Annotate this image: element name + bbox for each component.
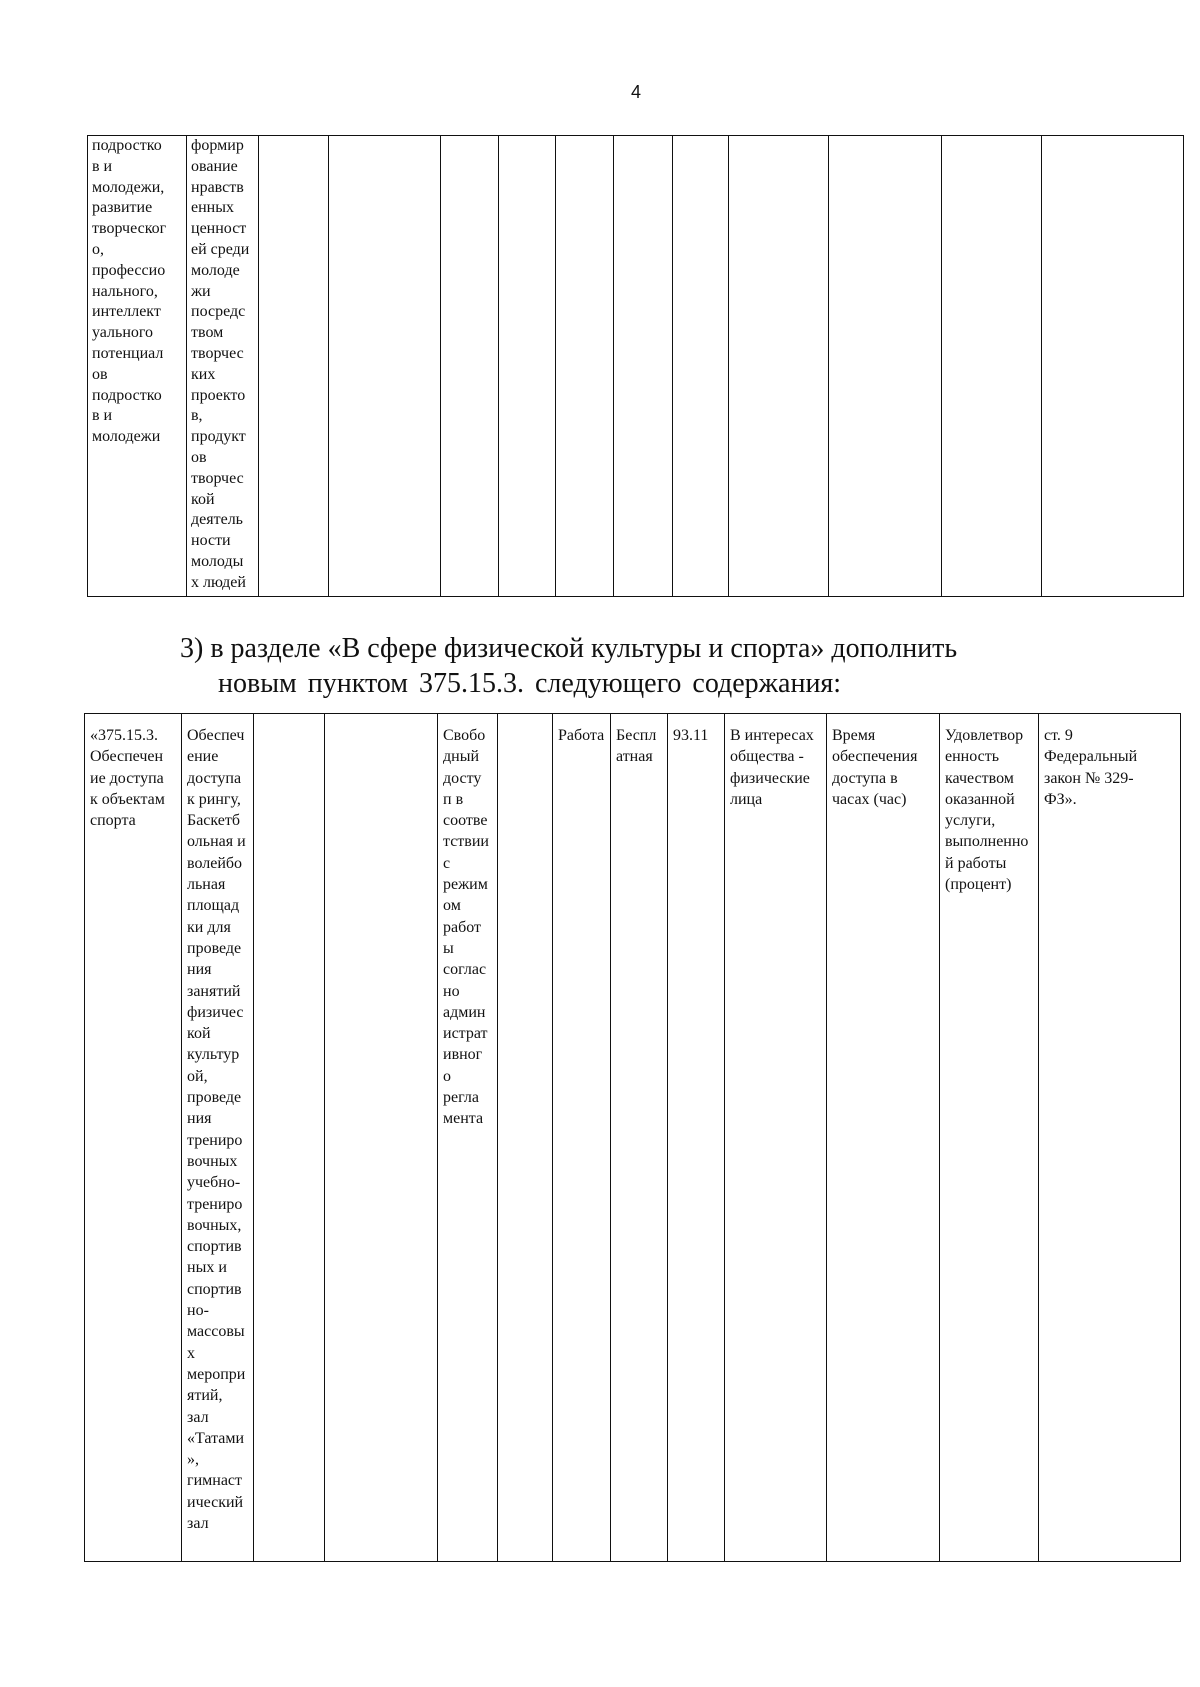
table1-cell-9 [673, 136, 729, 597]
section-heading [180, 631, 957, 701]
table1-cell-10 [729, 136, 829, 597]
table1-cell-2: формир ование нравств енных ценност ей среди молоде жи посредс твом творчес ких проекто в, продукт ов творчес кой деятель ности молоды х людей [187, 136, 259, 597]
table2-cell-9: 93.11 [668, 714, 725, 1562]
table2-cell-1: «375.15.3. Обеспечен ие доступа к объектам спорта [85, 714, 182, 1562]
section-heading-line-1: 3) в разделе «В сфере физической культуры и спорта» дополнить [180, 633, 958, 664]
table1-cell-11 [829, 136, 942, 597]
continuation-table [87, 135, 1184, 597]
table2-cell-8: Беспл атная [611, 714, 668, 1562]
table1-cell-6 [499, 136, 556, 597]
table1-cell-8 [614, 136, 673, 597]
table1-cell-3 [259, 136, 329, 597]
new-item-table [84, 713, 1181, 1562]
table1-cell-13 [1042, 136, 1184, 597]
table2-cell-11: Время обеспечения доступа в часах (час) [827, 714, 940, 1562]
table1-cell-4 [329, 136, 441, 597]
table-row [88, 136, 1184, 597]
table2-cell-12: Удовлетвор енность качеством оказанной услуги, выполненно й работы (процент) [940, 714, 1039, 1562]
table2-cell-7: Работа [553, 714, 611, 1562]
table2-cell-4 [325, 714, 438, 1562]
table1-cell-5 [441, 136, 499, 597]
table2-cell-6 [498, 714, 553, 1562]
table1-cell-12 [942, 136, 1042, 597]
table1-cell-1: подростко в и молодежи, развитие творческог о, профессио нального, интеллект уального потенциал ов подростко в и молодежи [88, 136, 187, 597]
table-row [85, 714, 1181, 1562]
table2-cell-3 [254, 714, 325, 1562]
table2-cell-5: Свобо дный досту п в соотве тствии с режим ом работ ы соглас но админ истрат ивног о регла мента [438, 714, 498, 1562]
page-number: 4 [631, 82, 642, 102]
table2-cell-2: Обеспеч ение доступа к рингу, Баскетб ольная и волейбо льная площад ки для проведе ния занятий физичес кой культур ой, проведе ния трениро вочных учебно- трениро вочных, спортив ных и спортив но- массовы х меропри ятий, зал «Татами », гимнаст ический зал [182, 714, 254, 1562]
section-heading-line-2: новым пунктом 375.15.3. следующего содержания: [218, 668, 842, 699]
table2-cell-10: В интересах общества - физические лица [725, 714, 827, 1562]
table1-cell-7 [556, 136, 614, 597]
table2-cell-13: ст. 9 Федеральный закон № 329- ФЗ». [1039, 714, 1181, 1562]
